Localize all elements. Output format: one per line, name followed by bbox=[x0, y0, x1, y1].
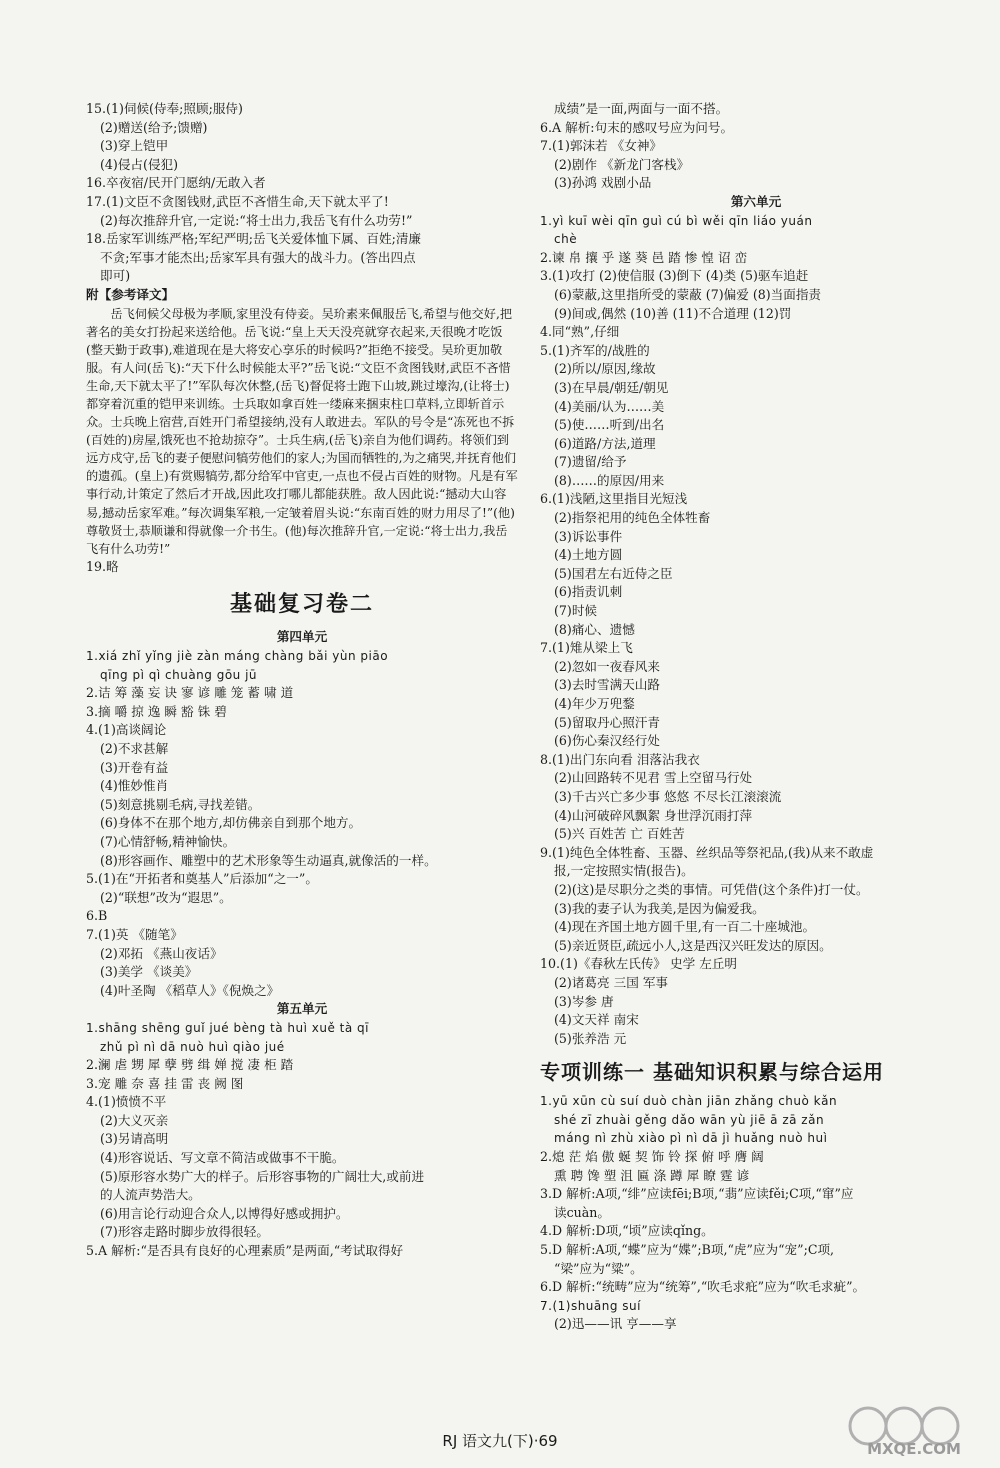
right-line: máng nì zhù xiào pì nì dā jì huǎng nuò huì bbox=[554, 1131, 828, 1146]
right-line: 3.(1)攻打 (2)使信服 (3)倒下 (4)类 (5)驱车追赶 bbox=[540, 268, 809, 284]
left-line: 不贪;军事才能杰出;岳家军具有强大的战斗力。(答出四点 bbox=[100, 249, 416, 265]
right-line: 7.(1)雉从梁上飞 bbox=[540, 640, 633, 656]
right-line: 7.(1)郭沫若 《女神》 bbox=[540, 138, 663, 154]
right-line: (6)蒙蔽,这里指所受的蒙蔽 (7)偏爱 (8)当面指责 bbox=[554, 286, 822, 302]
left-line: 16.卒夜宿/民开门愿纳/无敢入者 bbox=[86, 175, 266, 191]
right-line: (5)使……听到/出名 bbox=[554, 417, 665, 433]
left-line: (2)邓拓 《燕山夜话》 bbox=[100, 945, 223, 961]
right-line: 6.(1)浅陋,这里指目光短浅 bbox=[540, 491, 688, 507]
left-line: (3)另请高明 bbox=[100, 1131, 169, 1147]
right-line: 读cuàn。 bbox=[554, 1204, 610, 1220]
right-line: 1.yū xūn cù suí duò chàn jiān zhǎng chuò kǎn bbox=[540, 1094, 838, 1109]
right-line: (4)山河破碎风飘絮 身世浮沉雨打萍 bbox=[554, 807, 753, 823]
right-line: 3.D 解析:A项,“绯”应读fēi;B项,“翡”应读fěi;C项,“窜”应 bbox=[540, 1186, 854, 1202]
right-line: (2)(这)是尽职分之类的事情。可凭借(这个条件)打一仗。 bbox=[554, 881, 869, 897]
right-line: chè bbox=[554, 232, 578, 247]
right-line: (5)国君左右近侍之臣 bbox=[554, 565, 673, 581]
left-line: (6)身体不在那个地方,却仿佛亲自到那个地方。 bbox=[100, 815, 362, 831]
left-line: 15.(1)伺候(侍奉;照顾;服侍) bbox=[86, 101, 243, 116]
right-line: (3)诉讼事件 bbox=[554, 528, 623, 544]
right-line: (6)道路/方法,道理 bbox=[554, 435, 656, 451]
right-line: (5)张养浩 元 bbox=[554, 1030, 627, 1046]
page-footer: RJ 语文九(下)·69 bbox=[442, 1432, 558, 1450]
right-line: 7.(1)shuāng suí bbox=[540, 1298, 641, 1313]
left-line: 1.xiá zhǐ yǐng jiè zàn máng chàng bǎi yùn piāo bbox=[86, 649, 389, 664]
watermark-text: MXQE.COM bbox=[867, 1440, 961, 1458]
left-line: (2)“联想”改为“遐思”。 bbox=[100, 889, 232, 905]
right-line: “梁”应为“粱”。 bbox=[554, 1260, 643, 1276]
left-line: 5.A 解析:“是否具有良好的心理素质”是两面,“考试取得好 bbox=[86, 1243, 404, 1259]
right-line: 专项训练一 基础知识积累与综合运用 bbox=[540, 1060, 884, 1085]
left-line: qīng pì qì chuàng gōu jū bbox=[100, 667, 258, 682]
right-line: (4)土地方圆 bbox=[554, 547, 623, 563]
left-line: 17.(1)文臣不贪图钱财,武臣不吝惜生命,天下就太平了! bbox=[86, 193, 389, 209]
left-line: 岳飞伺候父母极为孝顺,家里没有侍妾。吴玠素来佩服岳飞,希望与他交好,把著名的美女打扮起来送给他。岳飞说:“皇上天天没亮就穿衣起来,天很晚才吃饭(整天勤于政事),难道现在是大将安心享乐的时候吗?”拒绝不接受。吴玠更加敬服。有人问(岳飞):“天下什么时候能太平?”岳飞说:“文臣不贪图钱财,武臣不吝惜生命,天下就太平了!”军队每次休整,(岳飞)督促将士跑下山坡,跳过壕沟,(让将士)都穿着沉重的铠甲来训练。士兵取如拿百姓一缕麻来捆束柱口草料,立即斩首示众。士兵晚上宿营,百姓开门希望接纳,没有人敢进去。军队的号令是“冻死也不拆(百姓的)房屋,饿死也不抢劫掠夺”。士兵生病,(岳飞)亲自为他们调药。将领们到远方戍守,岳飞的妻子便慰问犒劳他们的家人;为国而牺牲的,为之痛哭,并抚育他们的遗孤。(皇上)有赏赐犒劳,都分给军中官吏,一点也不侵占百姓的财物。凡是有军事行动,计策定了然后才开战,因此攻打哪儿都能获胜。敌人因此说:“撼动大山容易,撼动岳家军难。”每次调集军粮,一定皱着眉头说:“东南百姓的财力用尽了!”(他)尊敬贤士,恭顺谦和得就像一介书生。(他)每次推辞升官,一定说:“将士出力,我岳飞有什么功劳!” bbox=[86, 306, 518, 556]
right-line: 4.D 解析:D项,“顷”应读qǐng。 bbox=[540, 1223, 714, 1239]
right-line: (2)忽如一夜春风来 bbox=[554, 658, 660, 674]
right-line: (4)美丽/认为……美 bbox=[554, 398, 665, 414]
right-line: (2)剧作 《新龙门客栈》 bbox=[554, 156, 690, 172]
left-line: 7.(1)英 《随笔》 bbox=[86, 926, 183, 942]
right-line: 8.(1)出门东向看 泪落沾我衣 bbox=[540, 751, 700, 767]
right-line: (3)千古兴亡多少事 悠悠 不尽长江滚滚流 bbox=[554, 788, 782, 804]
right-line: 9.(1)纯色全体牲畜、玉器、丝织品等祭祀品,(我)从来不敢虚 bbox=[540, 844, 874, 860]
right-line: (6)指责讥刺 bbox=[554, 584, 623, 600]
right-line: (2)指祭祀用的纯色全体牲畜 bbox=[554, 510, 711, 526]
right-column bbox=[540, 100, 972, 1334]
left-line: 18.岳家军训练严格;军纪严明;岳飞关爱体恤下属、百姓;清廉 bbox=[86, 231, 422, 247]
left-line: (6)用言论行动迎合众人,以博得好感或拥护。 bbox=[100, 1205, 349, 1221]
right-line: (9)间或,偶然 (10)善 (11)不合道理 (12)罚 bbox=[554, 305, 792, 321]
left-line: 附【参考译文】 bbox=[86, 286, 175, 302]
right-line: 5.D 解析:A项,“蝶”应为“媟”;B项,“虎”应为“宠”;C项, bbox=[540, 1242, 835, 1258]
left-line: (4)叶圣陶 《稻草人》《倪焕之》 bbox=[100, 982, 280, 998]
left-line: 2.澜 虐 甥 犀 孽 劈 缉 婵 搅 凄 柜 踏 bbox=[86, 1057, 294, 1073]
right-line: 4.同“熟”,仔细 bbox=[540, 324, 620, 340]
left-line: (4)惟妙惟肖 bbox=[100, 778, 169, 794]
left-line: (7)形容走路时脚步放得很轻。 bbox=[100, 1224, 269, 1240]
left-line: (4)形容说话、写文章不简洁或做事不干脆。 bbox=[100, 1150, 345, 1166]
left-line: 1.shāng shēng guǐ jué bèng tà huì xuě tà qī bbox=[86, 1020, 369, 1035]
right-line: (2)诸葛亮 三国 军事 bbox=[554, 974, 669, 990]
right-line: (3)岑参 唐 bbox=[554, 993, 614, 1009]
right-line: 熏 聘 馋 塑 沮 匾 涤 蹲 犀 瞭 霆 谚 bbox=[554, 1167, 750, 1183]
left-column bbox=[86, 100, 518, 1261]
left-line: (2)每次推辞升官,一定说:“将士出力,我岳飞有什么功劳!” bbox=[100, 212, 413, 228]
left-line: 5.(1)在“开拓者和奠基人”后添加“之一”。 bbox=[86, 871, 318, 887]
left-line: (5)原形容水势广大的样子。后形容事物的广阔壮大,或前进 bbox=[100, 1168, 425, 1184]
left-line: 第四单元 bbox=[276, 629, 328, 645]
watermark-logo-icon bbox=[844, 1404, 984, 1458]
left-line: 3.宠 雕 奈 喜 挂 雷 丧 阙 图 bbox=[86, 1075, 244, 1091]
right-line: (4)年少万兜鍪 bbox=[554, 696, 635, 711]
right-line: (5)兴 百姓苦 亡 百姓苦 bbox=[554, 826, 685, 842]
right-line: (5)留取丹心照汗青 bbox=[554, 714, 660, 730]
left-line: 2.诘 筹 藻 妄 诀 寥 谚 雕 笼 蓄 啸 道 bbox=[86, 685, 294, 701]
left-line: (3)穿上铠甲 bbox=[100, 138, 169, 154]
right-line: (2)所以/原因,缘故 bbox=[554, 361, 656, 377]
left-line: 6.B bbox=[86, 908, 108, 924]
left-line: 的人流声势浩大。 bbox=[100, 1187, 201, 1203]
right-line: (6)伤心秦汉经行处 bbox=[554, 733, 660, 749]
right-line: 报,一定按照实情(报告)。 bbox=[554, 863, 694, 879]
left-line: (3)美学 《谈美》 bbox=[100, 964, 198, 980]
right-line: (2)迅——讯 亨——享 bbox=[554, 1316, 677, 1332]
left-line: zhǔ pì nì dā nuò huì qiào jué bbox=[100, 1039, 285, 1054]
right-line: (3)我的妻子认为我美,是因为偏爱我。 bbox=[554, 900, 765, 916]
right-line: 成绩”是一面,两面与一面不搭。 bbox=[554, 101, 729, 116]
left-line: (2)大义灭亲 bbox=[100, 1112, 169, 1128]
right-line: 1.yì kuī wèi qīn guì cú bì wěi qīn liáo yuán bbox=[540, 213, 813, 228]
right-line: 2.谏 帛 攘 乎 遂 葵 邑 踏 惨 惶 诏 峦 bbox=[540, 249, 748, 265]
right-line: (2)山回路转不见君 雪上空留马行处 bbox=[554, 770, 753, 786]
right-line: (3)在早晨/朝廷/朝见 bbox=[554, 379, 669, 395]
right-line: (3)去时雪满天山路 bbox=[554, 677, 660, 693]
right-line: (8)……的原因/用来 bbox=[554, 472, 665, 488]
left-line: 3.摘 嚼 掠 逸 瞬 豁 铢 碧 bbox=[86, 703, 227, 719]
right-line: (4)现在齐国土地方圆千里,有一百二十座城池。 bbox=[554, 919, 816, 935]
right-line: 6.D 解析:“统畴”应为“统筹”,“吹毛求疪”应为“吹毛求疵”。 bbox=[540, 1279, 866, 1295]
left-line: (2)赠送(给予;馈赠) bbox=[100, 119, 208, 135]
right-line: 10.(1)《春秋左氏传》 史学 左丘明 bbox=[540, 956, 737, 972]
left-line: 19.略 bbox=[86, 558, 119, 574]
left-line: (5)刻意挑剔毛病,寻找差错。 bbox=[100, 796, 261, 812]
left-line: 4.(1)愤愤不平 bbox=[86, 1094, 167, 1110]
right-line: (4)文天祥 南宋 bbox=[554, 1012, 639, 1028]
right-line: (8)痛心、遗憾 bbox=[554, 621, 635, 637]
right-line: (5)亲近贤臣,疏远小人,这是西汉兴旺发达的原因。 bbox=[554, 937, 832, 953]
left-line: (4)侵占(侵犯) bbox=[100, 156, 179, 172]
left-line: 第五单元 bbox=[276, 1001, 328, 1017]
right-line: (7)遗留/给予 bbox=[554, 454, 627, 470]
left-line: 4.(1)高谈阔论 bbox=[86, 722, 167, 738]
right-line: 2.熄 茫 焰 傲 蜒 契 饰 铃 探 俯 呼 膺 阔 bbox=[540, 1149, 764, 1165]
left-line: 基础复习卷二 bbox=[229, 592, 374, 618]
left-line: (2)不求甚解 bbox=[100, 741, 169, 756]
right-line: 第六单元 bbox=[730, 193, 782, 209]
right-line: 5.(1)齐军的/战胜的 bbox=[540, 342, 650, 358]
right-line: (3)孙鸿 戏剧小品 bbox=[554, 175, 652, 191]
right-line: shé zī zhuài gěng dǎo wān yù jiē ā zā zǎn bbox=[554, 1112, 825, 1127]
right-line: 6.A 解析:句末的感叹号应为问号。 bbox=[540, 119, 734, 135]
left-line: 即可) bbox=[100, 268, 131, 284]
left-line: (3)开卷有益 bbox=[100, 759, 169, 775]
left-line: (7)心情舒畅,精神愉快。 bbox=[100, 833, 236, 849]
right-line: (7)时候 bbox=[554, 603, 598, 619]
left-line: (8)形容画作、雕塑中的艺术形象等生动逼真,就像活的一样。 bbox=[100, 852, 437, 868]
